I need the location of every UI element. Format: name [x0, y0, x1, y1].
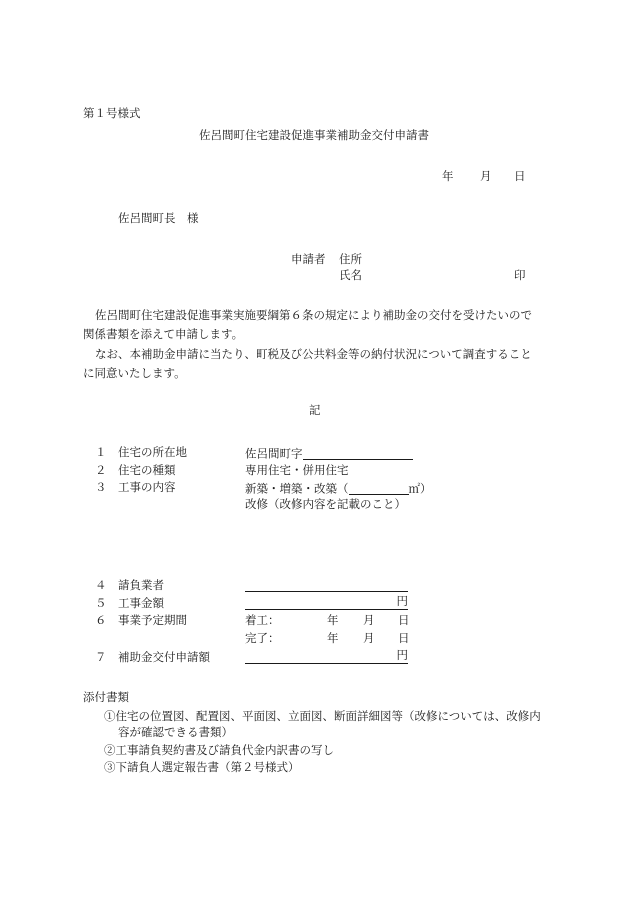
- contractor-field[interactable]: [245, 578, 408, 592]
- start-day: 日: [398, 613, 410, 627]
- body-line: 佐呂間町住宅建設促進事業実施要綱第６条の規定により補助金の交付を受けたいので: [95, 308, 532, 322]
- end-label: 完了：: [245, 631, 280, 645]
- body-line: 関係書類を添えて申請します。: [83, 327, 244, 341]
- end-day: 日: [398, 631, 410, 645]
- item-label-contractor: 請負業者: [118, 578, 164, 592]
- date-year: 年: [442, 169, 454, 183]
- seal-mark: 印: [514, 268, 526, 282]
- area-field[interactable]: [349, 482, 409, 495]
- body-line: なお、本補助金申請に当たり、町税及び公共料金等の納付状況について調査すること: [95, 347, 532, 361]
- attachment-item: ①住宅の位置図、配置図、平面図、立面図、断面詳細図等（改修については、改修内: [104, 709, 541, 723]
- item-number: ４: [95, 578, 107, 592]
- item-number: ２: [95, 463, 107, 477]
- attachments-heading: 添付書類: [83, 690, 129, 704]
- yen-unit: 円: [396, 648, 408, 662]
- end-month: 月: [363, 631, 375, 645]
- addressee: 佐呂間町長 様: [118, 211, 199, 225]
- area-unit: ㎡）: [408, 481, 432, 496]
- date-day: 日: [514, 169, 526, 183]
- applicant-label: 申請者: [291, 252, 326, 266]
- start-year: 年: [327, 613, 339, 627]
- item-label-house-type: 住宅の種類: [118, 463, 176, 477]
- form-title: 佐呂間町住宅建設促進事業補助金交付申請書: [199, 128, 429, 142]
- name-label: 氏名: [339, 268, 362, 282]
- location-prefix: 佐呂間町字: [245, 446, 303, 461]
- item-number: ３: [95, 480, 107, 494]
- record-heading: 記: [309, 403, 321, 417]
- item-label-subsidy-amount: 補助金交付申請額: [118, 650, 210, 664]
- construction-types: 新築・増築・改築（: [245, 481, 349, 496]
- work-content-renovation: 改修（改修内容を記載のこと）: [245, 497, 406, 511]
- item-label-work-content: 工事の内容: [118, 480, 176, 494]
- attachment-item-continued: 容が確認できる書類）: [118, 725, 233, 739]
- item-number: ７: [95, 650, 107, 664]
- subsidy-amount-field[interactable]: [245, 650, 408, 664]
- start-month: 月: [363, 613, 375, 627]
- attachment-item: ③下請負人選定報告書（第２号様式）: [104, 760, 300, 774]
- item-label-cost: 工事金額: [118, 596, 164, 610]
- yen-unit: 円: [396, 594, 408, 608]
- body-line: に同意いたします。: [83, 366, 186, 380]
- end-year: 年: [327, 631, 339, 645]
- location-value: [245, 447, 413, 460]
- attachment-item: ②工事請負契約書及び請負代金内訳書の写し: [104, 743, 334, 757]
- work-content-new: [245, 482, 432, 495]
- item-label-location: 住宅の所在地: [118, 445, 187, 459]
- date-month: 月: [480, 169, 492, 183]
- form-number: 第１号様式: [83, 106, 141, 120]
- location-field[interactable]: [303, 447, 413, 460]
- start-label: 着工：: [245, 613, 280, 627]
- house-type-options: 専用住宅・併用住宅: [245, 463, 349, 477]
- item-number: １: [95, 445, 107, 459]
- address-label: 住所: [339, 252, 362, 266]
- cost-field[interactable]: [245, 596, 408, 610]
- item-number: ６: [95, 613, 107, 627]
- item-number: ５: [95, 596, 107, 610]
- item-label-period: 事業予定期間: [118, 613, 187, 627]
